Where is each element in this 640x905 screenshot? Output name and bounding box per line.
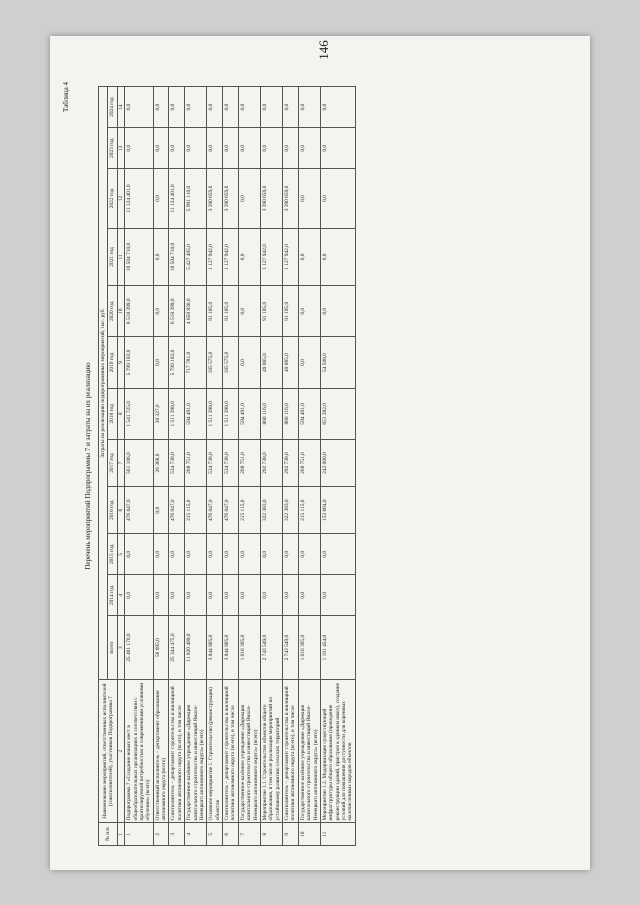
row-value: 91 105,0 bbox=[223, 286, 239, 337]
row-value: 0,0 bbox=[238, 87, 260, 128]
row-value: 3 390 659,0 bbox=[260, 169, 282, 228]
table-row bbox=[207, 87, 223, 846]
row-value: 208 751,0 bbox=[185, 439, 207, 486]
row-value: 5 799 183,0 bbox=[125, 337, 154, 388]
row-name: Государственное казённое учреждение «Дирекция капитального строительства и инвестиций Ямало-Ненецкого автономного округа» (всего) bbox=[238, 679, 260, 823]
row-number: 1 bbox=[125, 823, 154, 846]
row-name: Ответственный исполнитель – департамент образования автономного округа (всего) bbox=[153, 679, 169, 823]
row-name: Государственное казённое учреждение «Дирекция капитального строительства и инвестиций Ямало-Ненецкого автономного округа» (всего) bbox=[185, 679, 207, 823]
row-value: 0,0 bbox=[153, 87, 169, 128]
row-value: 0,0 bbox=[283, 87, 299, 128]
table-row bbox=[223, 87, 239, 846]
header-year: 2022 год bbox=[108, 169, 117, 228]
row-value: 860 116,0 bbox=[260, 388, 282, 439]
row-value: 11 124 401,0 bbox=[169, 169, 185, 228]
row-number: 10 bbox=[298, 823, 320, 846]
rotated-table-block bbox=[58, 76, 578, 856]
row-value: 0,0 bbox=[169, 128, 185, 169]
row-value: 0,0 bbox=[125, 575, 154, 616]
row-number: 3 bbox=[169, 823, 185, 846]
row-value: 0,0 bbox=[238, 534, 260, 575]
row-value: 1 511 398,0 bbox=[169, 388, 185, 439]
row-value: 0,0 bbox=[153, 487, 169, 534]
row-value: 105 575,0 bbox=[223, 337, 239, 388]
row-number: 2 bbox=[153, 823, 169, 846]
row-value: 292 738,0 bbox=[260, 439, 282, 486]
column-number: 8 bbox=[117, 388, 124, 439]
column-number: 5 bbox=[117, 534, 124, 575]
row-value: 322 383,0 bbox=[260, 487, 282, 534]
column-number: 13 bbox=[117, 128, 124, 169]
row-value: 0,0 bbox=[283, 534, 299, 575]
row-value: 0,0 bbox=[320, 575, 355, 616]
column-number: 12 bbox=[117, 169, 124, 228]
row-value: 0,0 bbox=[223, 128, 239, 169]
row-value: 1 101 454,0 bbox=[320, 616, 355, 680]
row-value: 49 065,0 bbox=[260, 337, 282, 388]
row-value: 476 047,0 bbox=[223, 487, 239, 534]
row-name: Соисполнитель – департамент строительства и жилищной политики автономного округа (всего), в том числе bbox=[283, 679, 299, 823]
row-value: 208 751,0 bbox=[238, 439, 260, 486]
row-value: 0,0 bbox=[223, 534, 239, 575]
row-value: 322 383,0 bbox=[283, 487, 299, 534]
row-value: 0,0 bbox=[238, 228, 260, 285]
row-value: 860 116,0 bbox=[283, 388, 299, 439]
row-value: 594 491,0 bbox=[185, 388, 207, 439]
row-value: 0,0 bbox=[185, 534, 207, 575]
row-value: 1 511 398,0 bbox=[223, 388, 239, 439]
table-row bbox=[283, 87, 299, 846]
row-value: 0,0 bbox=[207, 128, 223, 169]
row-value: 0,0 bbox=[298, 87, 320, 128]
row-value: 0,0 bbox=[320, 87, 355, 128]
row-value: 0,0 bbox=[223, 575, 239, 616]
column-number: 10 bbox=[117, 286, 124, 337]
row-value: 242 000,0 bbox=[320, 439, 355, 486]
row-value: 0,0 bbox=[125, 128, 154, 169]
row-value: 0,0 bbox=[125, 87, 154, 128]
row-value: 717 781,0 bbox=[185, 337, 207, 388]
row-value: 208 751,0 bbox=[298, 439, 320, 486]
row-value: 1 511 398,0 bbox=[207, 388, 223, 439]
column-number: 11 bbox=[117, 228, 124, 285]
row-value: 4 658 830,0 bbox=[185, 286, 207, 337]
row-value: 56 695,0 bbox=[153, 616, 169, 680]
row-value: 594 491,0 bbox=[238, 388, 260, 439]
row-value: 153 664,0 bbox=[320, 487, 355, 534]
header-year: 2016 год bbox=[108, 487, 117, 534]
row-value: 0,0 bbox=[283, 575, 299, 616]
costs-table bbox=[98, 86, 356, 846]
header-year: 2024 год bbox=[108, 87, 117, 128]
row-value: 0,0 bbox=[169, 534, 185, 575]
table-row bbox=[153, 87, 169, 846]
row-number: 8 bbox=[260, 823, 282, 846]
row-value: 2 743 549,0 bbox=[283, 616, 299, 680]
row-value: 0,0 bbox=[298, 228, 320, 285]
row-value: 0,0 bbox=[169, 87, 185, 128]
document-page bbox=[50, 36, 590, 870]
header-year: 2014 год bbox=[108, 575, 117, 616]
table-label: Таблица 4 bbox=[62, 82, 70, 112]
row-value: 0,0 bbox=[298, 337, 320, 388]
row-value: 5 991 110,0 bbox=[185, 169, 207, 228]
row-value: 1 016 395,0 bbox=[298, 616, 320, 680]
row-value: 54 508,0 bbox=[320, 337, 355, 388]
row-value: 0,0 bbox=[298, 575, 320, 616]
row-value: 25 401 170,0 bbox=[125, 616, 154, 680]
table-row bbox=[320, 87, 355, 846]
row-value: 10 504 710,0 bbox=[125, 228, 154, 285]
row-value: 0,0 bbox=[185, 87, 207, 128]
row-value: 0,0 bbox=[223, 87, 239, 128]
row-value: 2 743 549,0 bbox=[260, 616, 282, 680]
row-number: 6 bbox=[223, 823, 239, 846]
row-value: 0,0 bbox=[260, 87, 282, 128]
row-value: 0,0 bbox=[320, 169, 355, 228]
row-value: 0,0 bbox=[153, 128, 169, 169]
row-value: 1 127 942,0 bbox=[283, 228, 299, 285]
row-value: 0,0 bbox=[153, 228, 169, 285]
row-value: 0,0 bbox=[153, 534, 169, 575]
row-name: Подпрограмма 7 «Создание новых мест в общеобразовательных организациях в соответствии с прогнозируемой потребностью и современными условиями обучения» (всего) bbox=[125, 679, 154, 823]
table-row bbox=[238, 87, 260, 846]
header-year: 2018 год bbox=[108, 388, 117, 439]
row-value: 30 327,0 bbox=[153, 388, 169, 439]
row-value: 0,0 bbox=[260, 128, 282, 169]
row-value: 0,0 bbox=[207, 87, 223, 128]
row-number: 7 bbox=[238, 823, 260, 846]
row-value: 476 047,0 bbox=[207, 487, 223, 534]
row-value: 0,0 bbox=[260, 534, 282, 575]
header-year: 2020 год bbox=[108, 286, 117, 337]
row-value: 215 115,0 bbox=[185, 487, 207, 534]
row-value: 0,0 bbox=[238, 128, 260, 169]
row-number: 11 bbox=[320, 823, 355, 846]
header-year: 2023 год bbox=[108, 128, 117, 169]
row-value: 534 738,0 bbox=[169, 439, 185, 486]
row-value: 0,0 bbox=[298, 286, 320, 337]
row-value: 0,0 bbox=[298, 534, 320, 575]
row-value: 0,0 bbox=[169, 575, 185, 616]
row-value: 0,0 bbox=[320, 534, 355, 575]
row-value: 0,0 bbox=[153, 286, 169, 337]
row-value: 0,0 bbox=[298, 128, 320, 169]
row-value: 0,0 bbox=[185, 128, 207, 169]
row-name: Мероприятие 1.2. Модернизация существующей инфраструктуры общего образования (проведение реконструкции зданий, пристроя к зданиям школ), создание условий для повышения доступности для коренных малочисленных народов объектов bbox=[320, 679, 355, 823]
row-value: 91 105,0 bbox=[283, 286, 299, 337]
row-name: Государственное казённое учреждение «Дирекция капитального строительства и инвестиций Ямало-Ненецкого автономного округа» (всего) bbox=[298, 679, 320, 823]
header-total: всего bbox=[108, 616, 117, 680]
header-year: 2017 год bbox=[108, 439, 117, 486]
row-name: Соисполнитель – департамент строительства и жилищной политики автономного округа (всего), в том числе bbox=[223, 679, 239, 823]
row-value: 0,0 bbox=[238, 169, 260, 228]
row-value: 3 844 805,0 bbox=[223, 616, 239, 680]
row-number: 5 bbox=[207, 823, 223, 846]
row-value: 1 541 725,0 bbox=[125, 388, 154, 439]
row-value: 1 127 942,0 bbox=[223, 228, 239, 285]
row-name: Соисполнитель – департамент строительства и жилищной политики автономного округа (всего), в том числе bbox=[169, 679, 185, 823]
table-caption: Перечень мероприятий Подпрограммы 7 и затраты на их реализацию bbox=[84, 362, 92, 570]
row-value: 91 105,0 bbox=[260, 286, 282, 337]
row-value: 3 390 659,0 bbox=[223, 169, 239, 228]
row-value: 105 575,0 bbox=[207, 337, 223, 388]
column-number: 9 bbox=[117, 337, 124, 388]
column-number: 14 bbox=[117, 87, 124, 128]
row-value: 3 390 659,0 bbox=[207, 169, 223, 228]
row-value: 0,0 bbox=[238, 337, 260, 388]
row-value: 0,0 bbox=[320, 286, 355, 337]
table-row bbox=[125, 87, 154, 846]
row-value: 215 115,0 bbox=[298, 487, 320, 534]
column-number: 7 bbox=[117, 439, 124, 486]
row-value: 0,0 bbox=[238, 286, 260, 337]
row-value: 0,0 bbox=[298, 169, 320, 228]
table-row bbox=[169, 87, 185, 846]
table-row bbox=[185, 87, 207, 846]
table-row bbox=[298, 87, 320, 846]
row-value: 476 047,0 bbox=[169, 487, 185, 534]
header-costs-group: Затраты на реализацию подпрограммных мероприятий, тыс. руб. bbox=[99, 87, 108, 680]
row-value: 561 106,0 bbox=[125, 439, 154, 486]
row-value: 534 738,0 bbox=[207, 439, 223, 486]
row-value: 292 738,0 bbox=[283, 439, 299, 486]
row-value: 0,0 bbox=[125, 534, 154, 575]
row-value: 26 368,0 bbox=[153, 439, 169, 486]
row-value: 25 344 475,0 bbox=[169, 616, 185, 680]
row-value: 0,0 bbox=[153, 575, 169, 616]
row-value: 534 738,0 bbox=[223, 439, 239, 486]
table-row bbox=[260, 87, 282, 846]
column-number: 3 bbox=[117, 616, 124, 680]
row-value: 1 127 942,0 bbox=[260, 228, 282, 285]
row-value: 0,0 bbox=[238, 575, 260, 616]
row-value: 91 105,0 bbox=[207, 286, 223, 337]
row-value: 11 820 499,0 bbox=[185, 616, 207, 680]
row-value: 0,0 bbox=[207, 534, 223, 575]
row-value: 476 047,0 bbox=[125, 487, 154, 534]
row-number: 9 bbox=[283, 823, 299, 846]
row-value: 6 518 399,0 bbox=[125, 286, 154, 337]
row-value: 651 282,0 bbox=[320, 388, 355, 439]
row-value: 3 390 659,0 bbox=[283, 169, 299, 228]
row-value: 1 016 395,0 bbox=[238, 616, 260, 680]
row-value: 1 127 942,0 bbox=[207, 228, 223, 285]
row-value: 0,0 bbox=[320, 228, 355, 285]
row-value: 3 844 805,0 bbox=[207, 616, 223, 680]
row-value: 49 065,0 bbox=[283, 337, 299, 388]
row-value: 0,0 bbox=[320, 128, 355, 169]
column-number: 6 bbox=[117, 487, 124, 534]
row-value: 0,0 bbox=[153, 169, 169, 228]
row-value: 0,0 bbox=[153, 337, 169, 388]
row-value: 0,0 bbox=[283, 128, 299, 169]
row-name: Мероприятие 1.1. Строительство объектов общего образования, в том числе реализация мероприятий по устойчивому развитию сельских территорий bbox=[260, 679, 282, 823]
header-num: № п/п bbox=[99, 823, 118, 846]
row-value: 215 115,0 bbox=[238, 487, 260, 534]
column-number: 4 bbox=[117, 575, 124, 616]
column-number: 1 bbox=[117, 823, 124, 846]
header-year: 2021 год bbox=[108, 228, 117, 285]
row-value: 5 427 495,0 bbox=[185, 228, 207, 285]
row-value: 594 491,0 bbox=[298, 388, 320, 439]
row-number: 4 bbox=[185, 823, 207, 846]
row-name: Основное мероприятие 1. Строительство (реконструкция) объектов bbox=[207, 679, 223, 823]
row-value: 6 518 399,0 bbox=[169, 286, 185, 337]
header-year: 2019 год bbox=[108, 337, 117, 388]
row-value: 11 124 401,0 bbox=[125, 169, 154, 228]
header-year: 2015 год bbox=[108, 534, 117, 575]
header-name: Наименование мероприятий, ответственных исполнителей (соисполнителей), участников Подпрограммы 7 bbox=[99, 679, 118, 823]
page-number: 146 bbox=[315, 40, 331, 60]
row-value: 0,0 bbox=[207, 575, 223, 616]
row-value: 0,0 bbox=[260, 575, 282, 616]
row-value: 5 799 183,0 bbox=[169, 337, 185, 388]
row-value: 10 504 710,0 bbox=[169, 228, 185, 285]
row-value: 0,0 bbox=[185, 575, 207, 616]
column-number: 2 bbox=[117, 679, 124, 823]
